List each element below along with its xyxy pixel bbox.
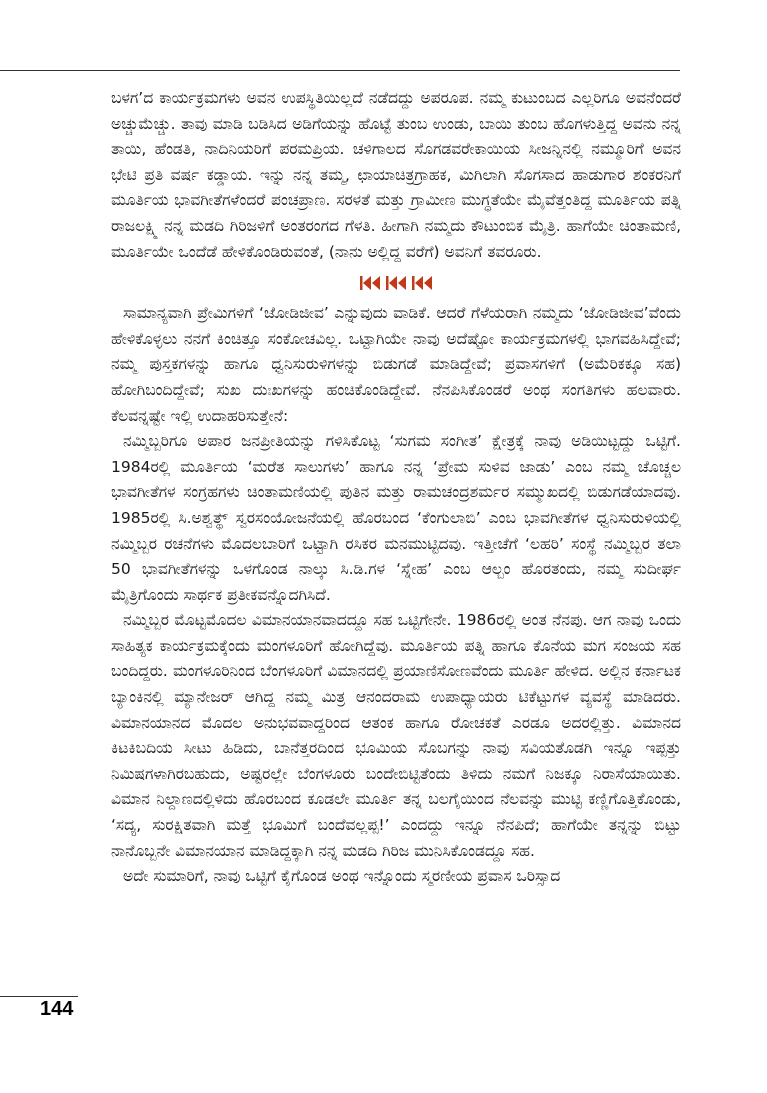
body-text [111, 86, 681, 890]
double-arrow-left-icon [360, 276, 380, 290]
paragraph-2: ಸಾಮಾನ್ಯವಾಗಿ ಪ್ರೇಮಿಗಳಿಗೆ ‘ಜೋಡಿಜೀವ’ ಎನ್ನುವುದು ವಾಡಿಕೆ. ಆದರೆ ಗೆಳೆಯರಾಗಿ ನಮ್ಮದು ‘ಜೋಡಿಜೀವ’ವೆಂದು ಹೇಳಿಕೊಳ್ಳಲು ನನಗೆ ಕಿಂಚಿತ್ತೂ ಸಂಕೋಚವಿಲ್ಲ. ಒಟ್ಟಾಗಿಯೇ ನಾವು ಅದೆಷ್ಟೋ ಕಾರ್ಯಕ್ರಮಗಳಲ್ಲಿ ಭಾಗವಹಿಸಿದ್ದೇವೆ; ನಮ್ಮ ಪುಸ್ತಕಗಳನ್ನು ಹಾಗೂ ಧ್ವನಿಸುರುಳಿಗಳನ್ನು ಬಿಡುಗಡೆ ಮಾಡಿದ್ದೇವೆ; ಪ್ರವಾಸಗಳಿಗೆ (ಅಮೆರಿಕಕ್ಕೂ ಸಹ) ಹೋಗಿಬಂದಿದ್ದೇವೆ; ಸುಖ ದುಃಖಗಳನ್ನು ಹಂಚಿಕೊಂಡಿದ್ದೇವೆ. ನೆನಪಿಸಿಕೊಂಡರೆ ಅಂಥ ಸಂಗತಿಗಳು ಹಲವಾರು. ಕೆಲವನ್ನಷ್ಟೇ ಇಲ್ಲಿ ಉದಾಹರಿಸುತ್ತೇನೆ: [111, 304, 681, 425]
paragraph-5: ಅದೇ ಸುಮಾರಿಗೆ, ನಾವು ಒಟ್ಟಿಗೆ ಕೈಗೊಂಡ ಅಂಥ ಇನ್ನೊಂದು ಸ್ಮರಣೀಯ ಪ್ರವಾಸ ಒರಿಸ್ಸಾದ [123, 867, 561, 886]
section-break-ornament [111, 265, 681, 301]
header-rule [0, 70, 680, 71]
double-arrow-left-icon [386, 276, 406, 290]
paragraph-1: ಬಳಗ’ದ ಕಾರ್ಯಕ್ರಮಗಳು ಅವನ ಉಪಸ್ಥಿತಿಯಿಲ್ಲದೆ ನಡೆದದ್ದು ಅಪರೂಪ. ನಮ್ಮ ಕುಟುಂಬದ ಎಲ್ಲರಿಗೂ ಅವನೆಂದರೆ ಅಚ್ಚುಮೆಚ್ಚು. ತಾವು ಮಾಡಿ ಬಡಿಸಿದ ಅಡಿಗೆಯನ್ನು ಹೊಟ್ಟೆ ತುಂಬ ಉಂಡು, ಬಾಯಿ ತುಂಬ ಹೊಗಳುತ್ತಿದ್ದ ಅವನು ನನ್ನ ತಾಯಿ, ಹೆಂಡತಿ, ನಾದಿನಿಯರಿಗೆ ಪರಮಪ್ರಿಯ. ಚಳಿಗಾಲದ ಸೊಗಡವರೇಕಾಯಿಯ ಸೀಜನ್ನಿನಲ್ಲಿ ನಮ್ಮೂರಿಗೆ ಅವನ ಭೇಟಿ ಪ್ರತಿ ವರ್ಷ ಕಡ್ಡಾಯ. ಇನ್ನು ನನ್ನ ತಮ್ಮ, ಛಾಯಾಚಿತ್ರಗ್ರಾಹಕ, ಮಿಗಿಲಾಗಿ ಸೊಗಸಾದ ಹಾಡುಗಾರ ಶಂಕರನಿಗೆ ಮೂರ್ತಿಯ ಭಾವಗೀತೆಗಳೆಂದರೆ ಪಂಚಪ್ರಾಣ. ಸರಳತೆ ಮತ್ತು ಗ್ರಾಮೀಣ ಮುಗ್ಧತೆಯೇ ಮೈವೆತ್ತಂತಿದ್ದ ಮೂರ್ತಿಯ ಪತ್ನಿ ರಾಜಲಕ್ಷ್ಮಿ ನನ್ನ ಮಡದಿ ಗಿರಿಜಳಿಗೆ ಅಂತರಂಗದ ಗೆಳತಿ. ಹೀಗಾಗಿ ನಮ್ಮದು ಕೌಟುಂಬಿಕ ಮೈತ್ರಿ. ಹಾಗೆಯೇ ಚಿಂತಾಮಣಿ, ಮೂರ್ತಿಯೇ ಒಂದೆಡೆ ಹೇಳಿಕೊಂಡಿರುವಂತೆ, (ನಾನು ಅಲ್ಲಿದ್ದ ವರೆಗೆ) ಅವನಿಗೆ ತವರೂರು. [111, 89, 681, 261]
page-number: 144 [40, 998, 74, 1020]
paragraph-3: ನಮ್ಮಿಬ್ಬರಿಗೂ ಅಪಾರ ಜನಪ್ರೀತಿಯನ್ನು ಗಳಿಸಿಕೊಟ್ಟ ‘ಸುಗಮ ಸಂಗೀತ’ ಕ್ಷೇತ್ರಕ್ಕೆ ನಾವು ಅಡಿಯಿಟ್ಟದ್ದು ಒಟ್ಟಿಗೆ. 1984ರಲ್ಲಿ ಮೂರ್ತಿಯ ‘ಮರೆತ ಸಾಲುಗಳು’ ಹಾಗೂ ನನ್ನ ‘ಪ್ರೇಮ ಸುಳಿವ ಜಾಡು’ ಎಂಬ ನಮ್ಮ ಚೊಚ್ಚಲ ಭಾವಗೀತೆಗಳ ಸಂಗ್ರಹಗಳು ಚಿಂತಾಮಣಿಯಲ್ಲಿ ಪುತಿನ ಮತ್ತು ರಾಮಚಂದ್ರಶರ್ಮರ ಸಮ್ಮುಖದಲ್ಲಿ ಬಿಡುಗಡೆಯಾದವು. 1985ರಲ್ಲಿ ಸಿ.ಅಶ್ವತ್ಥ್ ಸ್ವರಸಂಯೋಜನೆಯಲ್ಲಿ ಹೊರಬಂದ ‘ಕೆಂಗುಲಾಬಿ’ ಎಂಬ ಭಾವಗೀತೆಗಳ ಧ್ವನಿಸುರುಳಿಯಲ್ಲಿ ನಮ್ಮಿಬ್ಬರ ರಚನೆಗಳು ಮೊದಲಬಾರಿಗೆ ಒಟ್ಟಾಗಿ ರಸಿಕರ ಮನಮುಟ್ಟಿದವು. ಇತ್ತೀಚೆಗೆ ‘ಲಹರಿ’ ಸಂಸ್ಥೆ ನಮ್ಮಿಬ್ಬರ ತಲಾ 50 ಭಾವಗೀತೆಗಳನ್ನು ಒಳಗೊಂಡ ನಾಲ್ಕು ಸಿ.ಡಿ.ಗಳ ‘ಸ್ನೇಹ’ ಎಂಬ ಆಲ್ಬಂ ಹೊರತಂದು, ನಮ್ಮ ಸುದೀರ್ಘ ಮೈತ್ರಿಗೊಂದು ಸಾರ್ಥಕ ಪ್ರತೀಕವನ್ನೊದಗಿಸಿದೆ. [111, 432, 681, 604]
double-arrow-left-icon [412, 276, 432, 290]
paragraph-4: ನಮ್ಮಿಬ್ಬರ ಮೊಟ್ಟಮೊದಲ ವಿಮಾನಯಾನವಾದದ್ದೂ ಸಹ ಒಟ್ಟಿಗೇನೇ. 1986ರಲ್ಲಿ ಅಂತ ನೆನಪು. ಆಗ ನಾವು ಒಂದು ಸಾಹಿತ್ಯಕ ಕಾರ್ಯಕ್ರಮಕ್ಕೆಂದು ಮಂಗಳೂರಿಗೆ ಹೋಗಿದ್ದೆವು. ಮೂರ್ತಿಯ ಪತ್ನಿ ಹಾಗೂ ಕೊನೆಯ ಮಗ ಸಂಜಯ ಸಹ ಬಂದಿದ್ದರು. ಮಂಗಳೂರಿನಿಂದ ಬೆಂಗಳೂರಿಗೆ ವಿಮಾನದಲ್ಲಿ ಪ್ರಯಾಣಿಸೋಣವೆಂದು ಮೂರ್ತಿ ಹೇಳಿದ. ಅಲ್ಲಿನ ಕರ್ನಾಟಕ ಬ್ಯಾಂಕಿನಲ್ಲಿ ಮ್ಯಾನೇಜರ್ ಆಗಿದ್ದ ನಮ್ಮ ಮಿತ್ರ ಆನಂದರಾಮ ಉಪಾಧ್ಯಾಯರು ಟಿಕೆಟ್ಟುಗಳ ವ್ಯವಸ್ಥೆ ಮಾಡಿದರು. ವಿಮಾನಯಾನದ ಮೊದಲ ಅನುಭವವಾದ್ದರಿಂದ ಆತಂಕ ಹಾಗೂ ರೋಚಕತೆ ಎರಡೂ ಅದರಲ್ಲಿತ್ತು. ವಿಮಾನದ ಕಿಟಕಿಬದಿಯ ಸೀಟು ಹಿಡಿದು, ಬಾನೆತ್ತರದಿಂದ ಭೂಮಿಯ ಸೊಬಗನ್ನು ನಾವು ಸವಿಯತೊಡಗಿ ಇನ್ನೂ ಇಪ್ಪತ್ತು ನಿಮಿಷಗಳಾಗಿರಬಹುದು, ಅಷ್ಟರಲ್ಲೇ ಬೆಂಗಳೂರು ಬಂದೇಬಿಟ್ಟಿತೆಂದು ತಿಳಿದು ನಮಗೆ ನಿಜಕ್ಕೂ ನಿರಾಸೆಯಾಯಿತು. ವಿಮಾನ ನಿಲ್ದಾಣದಲ್ಲಿಳಿದು ಹೊರಬಂದ ಕೂಡಲೇ ಮೂರ್ತಿ ತನ್ನ ಬಲಗೈಯಿಂದ ನೆಲವನ್ನು ಮುಟ್ಟಿ ಕಣ್ಣಿಗೊತ್ತಿಕೊಂಡು, ‘ಸದ್ಯ, ಸುರಕ್ಷಿತವಾಗಿ ಮತ್ತೆ ಭೂಮಿಗೆ ಬಂದೆವಲ್ಲಪ್ಪ!’ ಎಂದದ್ದು ಇನ್ನೂ ನೆನಪಿದೆ; ಹಾಗೆಯೇ ತನ್ನನ್ನು ಬಿಟ್ಟು ನಾನೊಬ್ಬನೇ ವಿಮಾನಯಾನ ಮಾಡಿದ್ದಕ್ಕಾಗಿ ನನ್ನ ಮಡದಿ ಗಿರಿಜ ಮುನಿಸಿಕೊಂಡದ್ದೂ ಸಹ. [111, 611, 681, 860]
footer-rule [0, 996, 78, 997]
